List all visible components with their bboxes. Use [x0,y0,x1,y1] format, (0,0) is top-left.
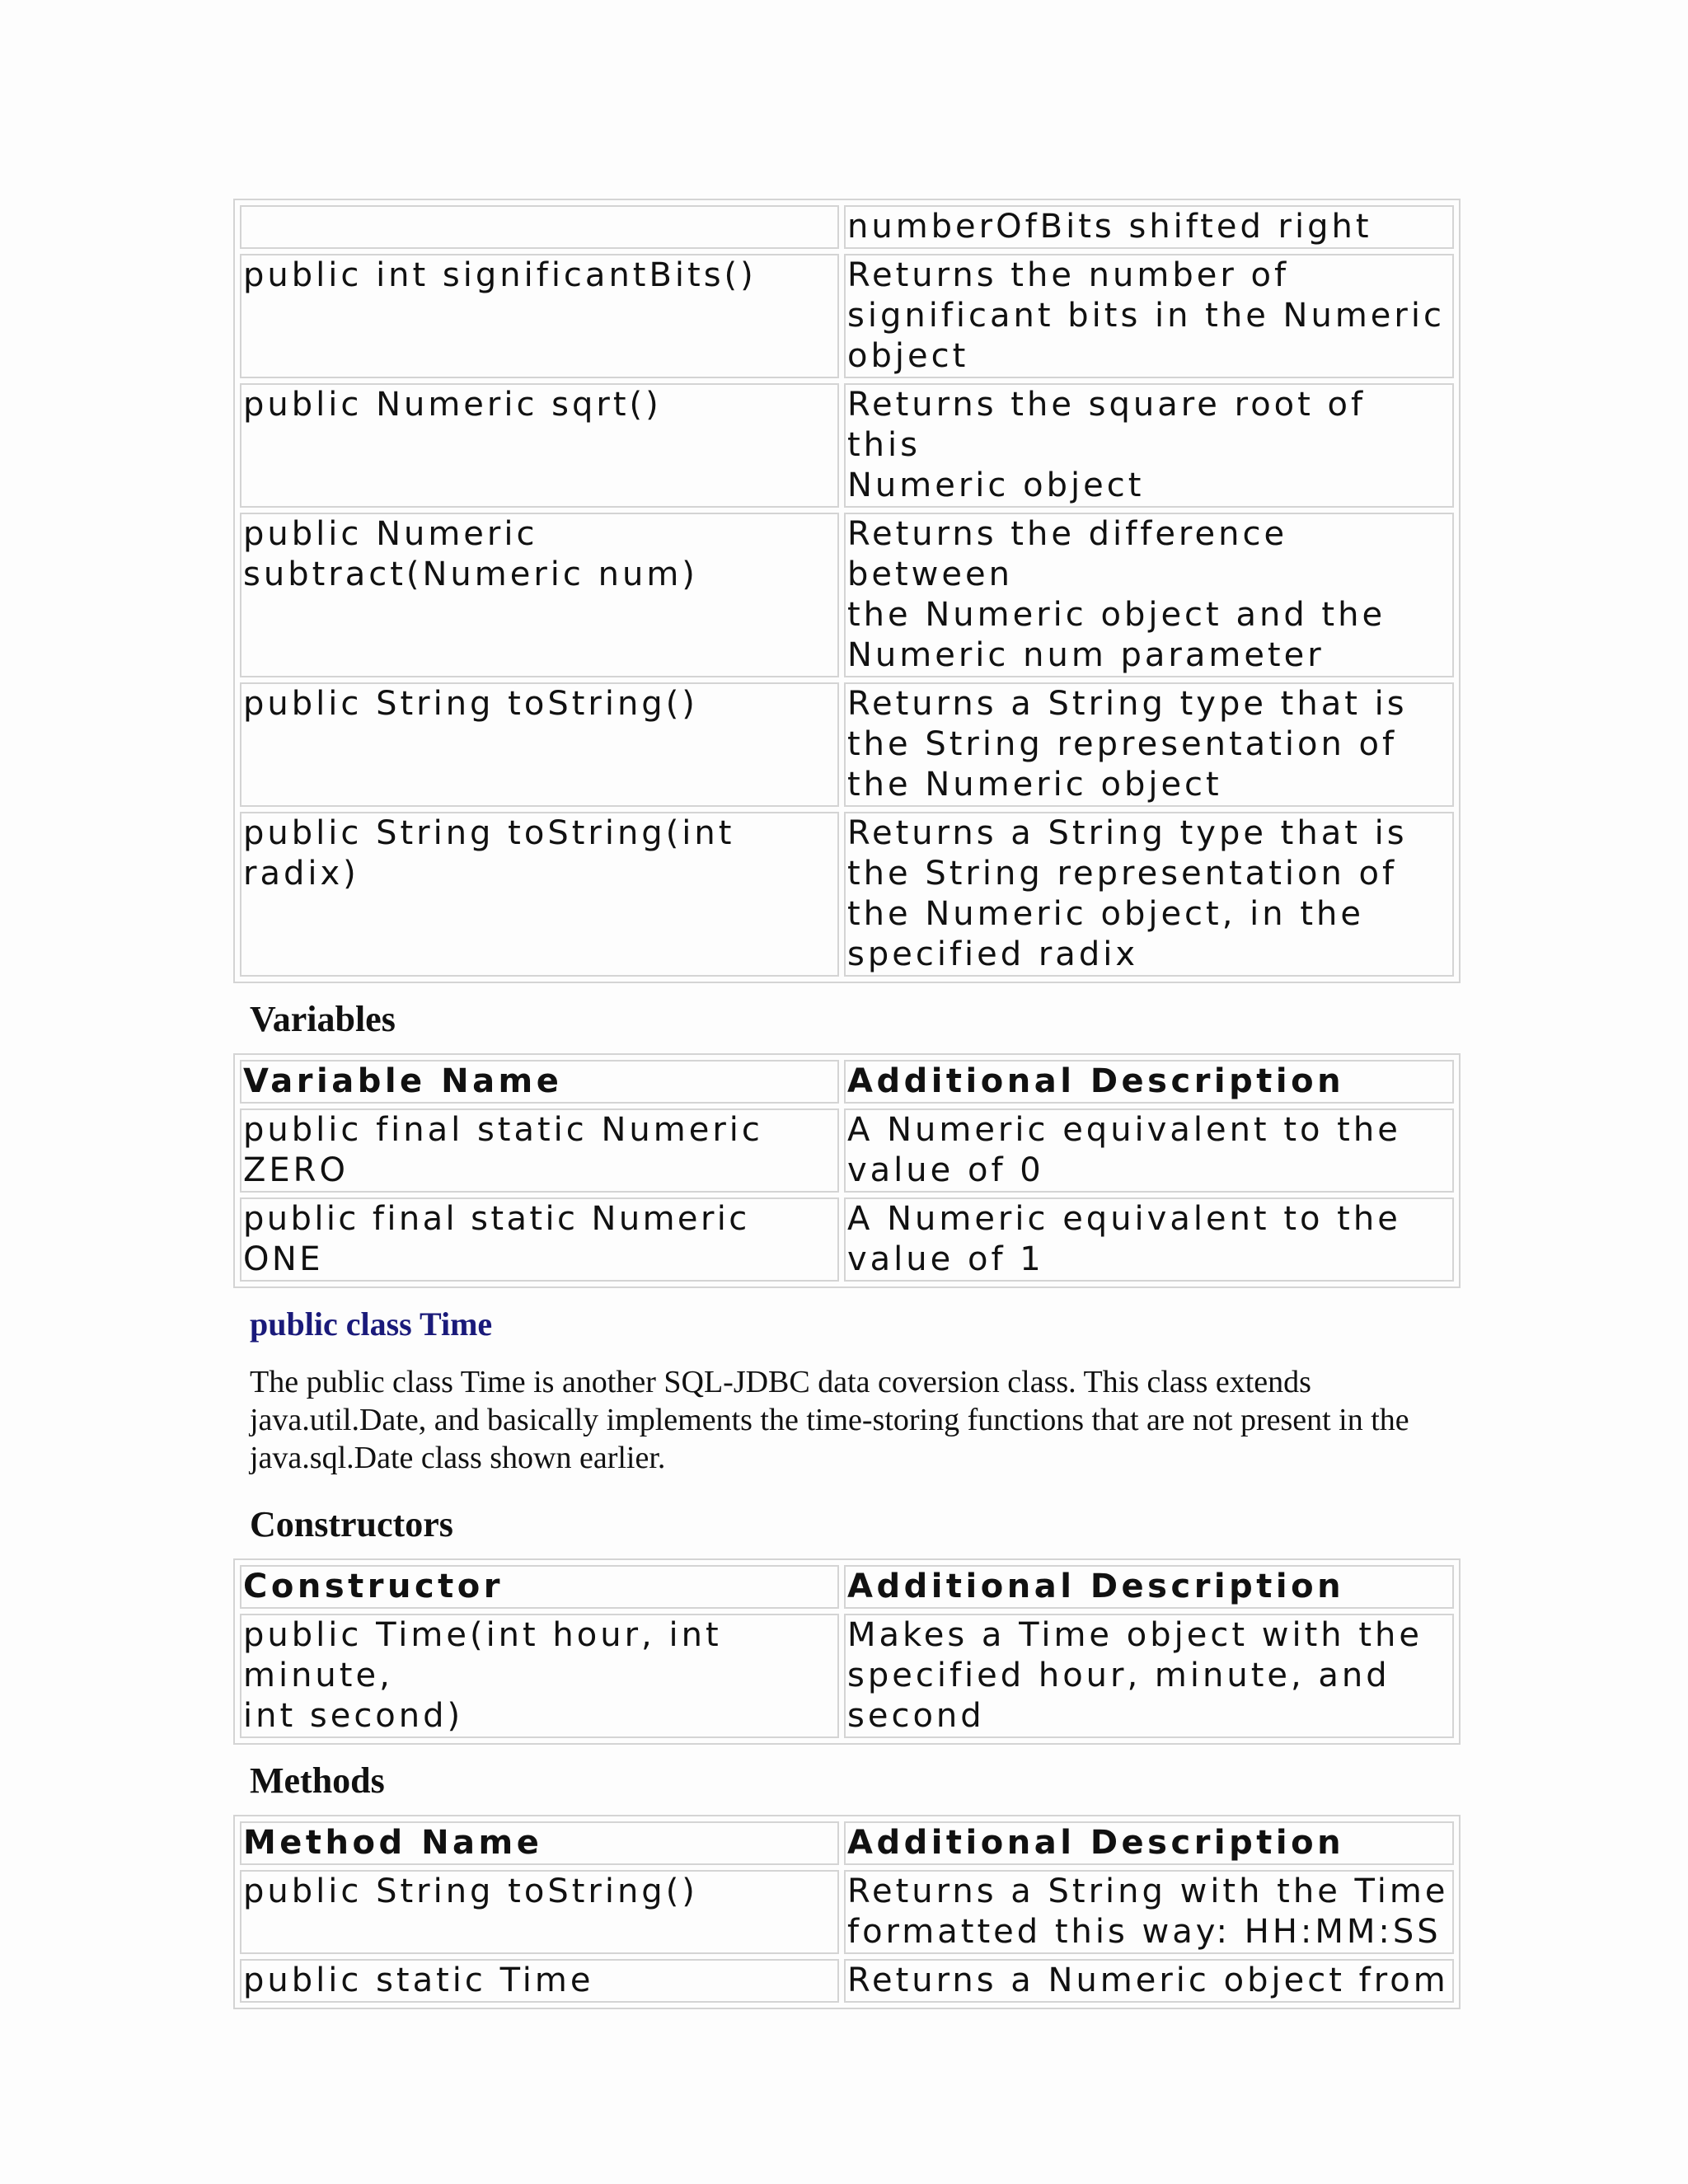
table-row [240,1197,1454,1282]
class-heading: public class Time [250,1305,493,1343]
method-name-cell: public String toString(int radix) [240,812,839,977]
table-row [240,812,1454,977]
column-header: Variable Name [240,1060,839,1104]
variable-name-cell: public final static Numeric ZERO [240,1108,839,1193]
class-description: The public class Time is another SQL-JDBC data coversion class. This class extends java.util.Date, and basically implements the time-storing functions that are not present in the java.sql.Date class shown earlier. [250,1365,1409,1475]
table-header-row [240,1821,1454,1865]
methods-heading: Methods [250,1760,385,1801]
numeric-methods-table [233,199,1461,983]
constructors-heading: Constructors [250,1504,453,1544]
table-row [240,682,1454,807]
column-header: Method Name [240,1821,839,1865]
method-description-cell: Returns the difference between the Numeric object and the Numeric num parameter [844,513,1454,677]
method-name-cell: public String toString() [240,682,839,807]
method-description-cell: Returns a String with the Time formatted this way: HH:MM:SS [844,1870,1454,1954]
method-description-cell: Returns the square root of this Numeric object [844,383,1454,508]
variable-description-cell: A Numeric equivalent to the value of 1 [844,1197,1454,1282]
method-description-cell: Returns a String type that is the String representation of the Numeric object [844,682,1454,807]
variable-description-cell: A Numeric equivalent to the value of 0 [844,1108,1454,1193]
table-row [240,1870,1454,1954]
method-name-cell: public int significantBits() [240,254,839,378]
column-header: Additional Description [844,1060,1454,1104]
method-name-cell: public String toString() [240,1870,839,1954]
variables-heading: Variables [250,999,396,1039]
method-description-cell: Returns the number of significant bits in the Numeric object [844,254,1454,378]
table-row [240,1959,1454,2003]
method-name-cell [240,205,839,249]
column-header: Additional Description [844,1821,1454,1865]
constructors-table [233,1558,1461,1745]
method-name-cell: public static Time [240,1959,839,2003]
method-description-cell: Returns a Numeric object from [844,1959,1454,2003]
method-description-cell: Returns a String type that is the String representation of the Numeric object, in the specified radix [844,812,1454,977]
table-row [240,254,1454,378]
column-header: Constructor [240,1565,839,1609]
table-row [240,1108,1454,1193]
method-name-cell: public Numeric subtract(Numeric num) [240,513,839,677]
method-name-cell: public Numeric sqrt() [240,383,839,508]
table-row [240,205,1454,249]
constructor-name-cell: public Time(int hour, int minute, int second) [240,1614,839,1738]
method-description-cell: numberOfBits shifted right [844,205,1454,249]
table-header-row [240,1060,1454,1104]
table-row [240,513,1454,677]
table-row [240,383,1454,508]
variable-name-cell: public final static Numeric ONE [240,1197,839,1282]
table-row [240,1614,1454,1738]
table-header-row [240,1565,1454,1609]
time-methods-table [233,1815,1461,2009]
constructor-description-cell: Makes a Time object with the specified hour, minute, and second [844,1614,1454,1738]
variables-table [233,1053,1461,1288]
document-page [233,199,1457,2009]
column-header: Additional Description [844,1565,1454,1609]
